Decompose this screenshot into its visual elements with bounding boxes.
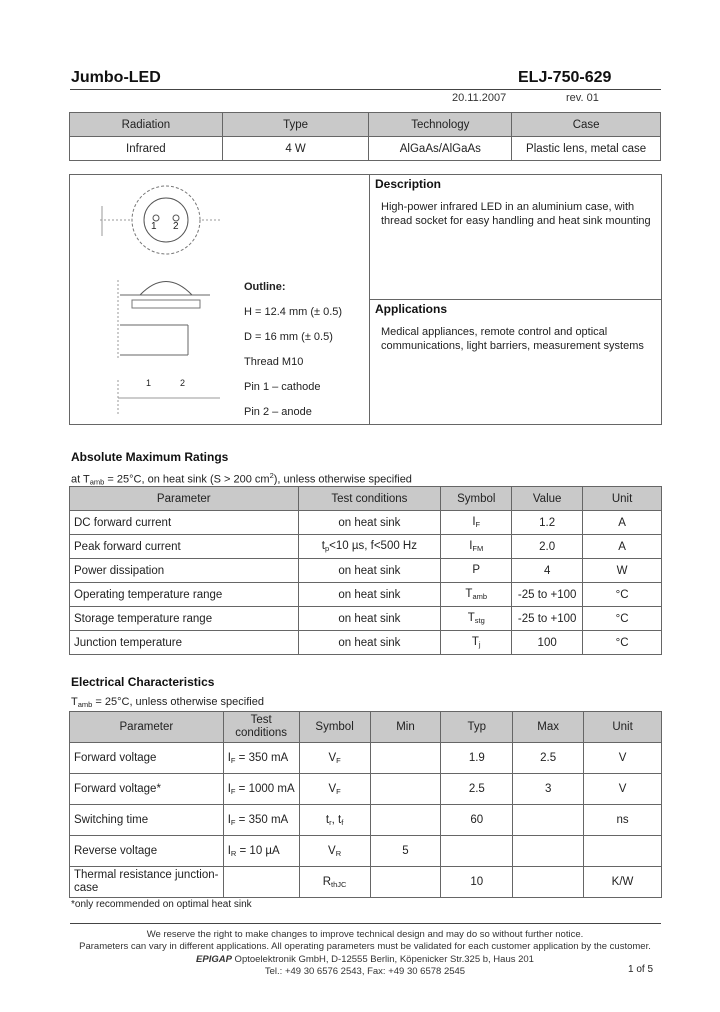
doc-title-left: Jumbo-LED	[71, 69, 161, 86]
top-view-lens	[144, 198, 188, 242]
abs-param: Operating temperature range	[70, 583, 299, 607]
outline-heading: Outline:	[244, 281, 286, 293]
abs-unit: °C	[583, 607, 662, 631]
overview-hdivider	[369, 299, 662, 300]
summary-table	[69, 112, 661, 161]
abs-cond: $t_p<10$ µs, f<500 Hz	[298, 535, 441, 559]
abs-symbol: $T_j$	[441, 631, 512, 655]
electrical-conditions: $T_{amb} = 25^\circ C$, unless otherwise specified	[71, 696, 264, 709]
elec-unit: V	[584, 743, 662, 774]
abs-param: Power dissipation	[70, 559, 299, 583]
footer-company: EPIGAP Optoelektronik GmbH, D-12555 Berlin, Köpenicker Str.325 b, Haus 201	[196, 954, 534, 965]
abs-unit: W	[583, 559, 662, 583]
abs-cond: on heat sink	[298, 607, 441, 631]
footer-disclaimer-1: We reserve the right to make changes to improve technical design and may do so without further notice.	[146, 929, 584, 940]
elec-min	[370, 743, 441, 774]
description-heading: Description	[375, 177, 442, 191]
elec-param: Thermal resistance junction-case	[70, 867, 224, 898]
abs-max-header: Value	[512, 487, 583, 511]
abs-cond: on heat sink	[298, 631, 441, 655]
abs-unit: A	[583, 511, 662, 535]
doc-title-right: ELJ-750-629	[518, 69, 612, 86]
elec-header: Test conditions	[223, 712, 299, 743]
abs-symbol: $T_{amb}$	[441, 583, 512, 607]
abs-unit: °C	[583, 583, 662, 607]
table-row	[70, 867, 662, 898]
summary-header: Type	[222, 113, 369, 137]
page-number: 1 of 5	[628, 964, 654, 975]
abs-cond: on heat sink	[298, 559, 441, 583]
table-row	[70, 805, 662, 836]
outline-pin-1: Pin 1 – cathode	[244, 381, 321, 393]
table-row	[70, 743, 662, 774]
outline-height: H = 12.4 mm (± 0.5)	[244, 306, 343, 318]
elec-max: 3	[513, 774, 584, 805]
applications-heading: Applications	[375, 302, 448, 316]
abs-value: 100	[512, 631, 583, 655]
summary-value: 4 W	[222, 137, 369, 161]
top-view-outer-circle	[132, 186, 200, 254]
abs-max-header: Parameter	[70, 487, 299, 511]
elec-typ: 10	[441, 867, 513, 898]
abs-cond: on heat sink	[298, 511, 441, 535]
elec-max	[513, 836, 584, 867]
abs-value: 1.2	[512, 511, 583, 535]
description-text: High-power infrared LED in an aluminium case, with thread socket for easy handling and heat sink mounting	[381, 201, 651, 227]
abs-value: -25 to +100	[512, 583, 583, 607]
elec-cond: $I_F = 350$ mA	[223, 805, 299, 836]
elec-symbol: $t_r$, $t_f$	[299, 805, 370, 836]
elec-unit: K/W	[584, 867, 662, 898]
abs-symbol: $I_{FM}$	[441, 535, 512, 559]
elec-max	[513, 867, 584, 898]
elec-param: Forward voltage*	[70, 774, 224, 805]
elec-header: Max	[513, 712, 584, 743]
elec-max: 2.5	[513, 743, 584, 774]
elec-param: Switching time	[70, 805, 224, 836]
footnote: *only recommended on optimal heat sink	[71, 899, 252, 910]
electrical-table	[69, 711, 662, 898]
table-row	[70, 559, 662, 583]
pin-2-label: 2	[173, 221, 179, 232]
pin-1-label: 1	[151, 221, 157, 232]
summary-value: AlGaAs/AlGaAs	[369, 137, 512, 161]
side-view-dome	[140, 282, 192, 296]
table-row	[70, 607, 662, 631]
abs-max-header: Symbol	[441, 487, 512, 511]
elec-typ: 2.5	[441, 774, 513, 805]
elec-param: Forward voltage	[70, 743, 224, 774]
elec-header: Unit	[584, 712, 662, 743]
abs-max-header: Unit	[583, 487, 662, 511]
header-rule	[70, 89, 661, 90]
side-pin-1-label: 1	[146, 378, 152, 388]
footer-rule	[70, 923, 661, 924]
elec-header: Min	[370, 712, 441, 743]
elec-cond: $I_F = 350$ mA	[223, 743, 299, 774]
elec-symbol: $V_R$	[299, 836, 370, 867]
elec-symbol: $V_F$	[299, 743, 370, 774]
elec-min	[370, 867, 441, 898]
side-view-flange	[132, 300, 200, 308]
abs-param: Storage temperature range	[70, 607, 299, 631]
elec-unit: ns	[584, 805, 662, 836]
elec-typ: 1.9	[441, 743, 513, 774]
abs-param: DC forward current	[70, 511, 299, 535]
abs-symbol: $I_F$	[441, 511, 512, 535]
abs-max-conditions: at $T_{amb} = 25^\circ C$, on heat sink (S > 200 $cm^2$), unless otherwise specified	[71, 471, 412, 487]
outline-diameter: D = 16 mm (± 0.5)	[244, 331, 333, 343]
abs-max-heading: Absolute Maximum Ratings	[71, 450, 229, 464]
led-outline-drawing	[80, 180, 240, 420]
abs-symbol: P	[441, 559, 512, 583]
applications-text: Medical appliances, remote control and optical communications, light barriers, measurement systems	[381, 326, 644, 352]
outline-pin-2: Pin 2 – anode	[244, 406, 312, 418]
abs-param: Junction temperature	[70, 631, 299, 655]
elec-unit: V	[584, 774, 662, 805]
abs-param: Peak forward current	[70, 535, 299, 559]
abs-value: -25 to +100	[512, 607, 583, 631]
abs-value: 4	[512, 559, 583, 583]
footer-contact: Tel.: +49 30 6576 2543, Fax: +49 30 6578 2545	[264, 966, 466, 977]
elec-min: 5	[370, 836, 441, 867]
summary-value: Plastic lens, metal case	[512, 137, 661, 161]
elec-header: Symbol	[299, 712, 370, 743]
summary-header: Case	[512, 113, 661, 137]
elec-header: Parameter	[70, 712, 224, 743]
electrical-heading: Electrical Characteristics	[71, 675, 215, 689]
doc-date: 20.11.2007	[452, 92, 507, 104]
side-pin-2-label: 2	[180, 378, 186, 388]
elec-unit	[584, 836, 662, 867]
table-row	[70, 836, 662, 867]
summary-value: Infrared	[70, 137, 223, 161]
table-row	[70, 774, 662, 805]
abs-symbol: $T_{stg}$	[441, 607, 512, 631]
elec-cond: $I_R = 10$ µA	[223, 836, 299, 867]
elec-cond	[223, 867, 299, 898]
elec-min	[370, 805, 441, 836]
summary-header: Technology	[369, 113, 512, 137]
elec-param: Reverse voltage	[70, 836, 224, 867]
abs-unit: A	[583, 535, 662, 559]
table-row	[70, 535, 662, 559]
abs-unit: °C	[583, 631, 662, 655]
elec-symbol: $R_{thJC}$	[299, 867, 370, 898]
table-row	[70, 583, 662, 607]
table-row	[70, 631, 662, 655]
elec-max	[513, 805, 584, 836]
elec-min	[370, 774, 441, 805]
elec-cond: $I_F = 1000$ mA	[223, 774, 299, 805]
abs-max-table	[69, 486, 662, 655]
abs-max-header: Test conditions	[298, 487, 441, 511]
elec-header: Typ	[441, 712, 513, 743]
footer-disclaimer-2: Parameters can vary in different applications. All operating parameters must be validated for each customer application by the customer.	[79, 941, 651, 952]
elec-symbol: $V_F$	[299, 774, 370, 805]
doc-revision: rev. 01	[566, 92, 599, 104]
outline-thread: Thread M10	[244, 356, 304, 368]
table-row	[70, 511, 662, 535]
summary-header: Radiation	[70, 113, 223, 137]
elec-typ	[441, 836, 513, 867]
elec-typ: 60	[441, 805, 513, 836]
abs-cond: on heat sink	[298, 583, 441, 607]
abs-value: 2.0	[512, 535, 583, 559]
